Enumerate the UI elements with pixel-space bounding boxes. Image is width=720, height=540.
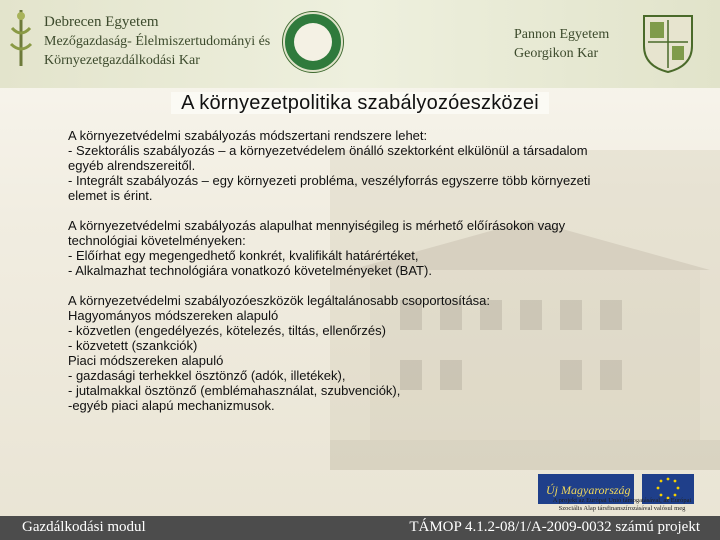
body-line: - Integrált szabályozás – egy környezeti probléma, veszélyforrás egyszerre több környezeti (68, 173, 591, 188)
eu-caption-line-2: Szociális Alap társfinanszírozásával valósul meg (558, 505, 686, 512)
header-band (0, 0, 720, 88)
body-line: - gazdasági terhekkel ösztönző (adók, illetékek), (68, 368, 346, 383)
header-left-line-3: Környezetgazdálkodási Kar (44, 53, 200, 68)
body-line: - Alkalmazhat technológiára vonatkozó követelményeket (BAT). (68, 263, 432, 278)
body-line: A környezetvédelmi szabályozás módszertani rendszere lehet: (68, 128, 428, 143)
body-spacer (68, 278, 708, 293)
body-line: - közvetlen (engedélyezés, kötelezés, tiltás, ellenőrzés) (68, 323, 386, 338)
header-left-line-1: Debrecen Egyetem (44, 14, 159, 30)
eu-funding-caption (532, 497, 712, 513)
footer-bar (0, 516, 720, 540)
body-line: elemet is érint. (68, 188, 153, 203)
body-line: egyéb alrendszereitől. (68, 158, 196, 173)
body-line: - közvetett (szankciók) (68, 338, 198, 353)
faculty-seal-icon (283, 12, 343, 72)
body-line: - Szektorális szabályozás – a környezetvédelem önálló szektorként elkülönül a társadalom (68, 143, 588, 158)
body-line: - Előírhat egy megengedhető konkrét, kvalifikált határértéket, (68, 248, 419, 263)
body-line: - jutalmakkal ösztönző (emblémahasználat, szubvenciók), (68, 383, 401, 398)
university-logo-icon (6, 8, 36, 68)
header-right-line-1: Pannon Egyetem (514, 27, 610, 42)
body-line: -egyéb piaci alapú mechanizmusok. (68, 398, 275, 413)
body-line: A környezetvédelmi szabályozóeszközök legáltalánosabb csoportosítása: (68, 293, 491, 308)
body-line: Piaci módszereken alapuló (68, 353, 224, 368)
slide-body-text (68, 128, 708, 413)
body-spacer (68, 203, 708, 218)
header-right-line-2: Georgikon Kar (514, 46, 599, 61)
new-hungary-logo-text: Új Magyarország (546, 483, 631, 497)
footer-project-label: TÁMOP 4.1.2-08/1/A-2009-0032 számú projekt (409, 519, 700, 535)
eu-caption-line-1: A projekt az Európai Unió támogatásával, az Európai (552, 497, 692, 504)
slide-title-text: A környezetpolitika szabályozóeszközei (171, 92, 549, 114)
header-left-line-2: Mezőgazdaság- Élelmiszertudományi és (44, 34, 271, 49)
body-line: technológiai követelményeken: (68, 233, 246, 248)
university-left-name (44, 13, 270, 70)
university-right-name (514, 25, 609, 63)
body-line: A környezetvédelmi szabályozás alapulhat mennyiségileg is mérhető előírásokon vagy (68, 218, 566, 233)
body-line: Hagyományos módszereken alapuló (68, 308, 279, 323)
footer-module-label: Gazdálkodási modul (22, 519, 146, 535)
university-crest-icon (640, 12, 696, 74)
slide-title (0, 92, 720, 115)
